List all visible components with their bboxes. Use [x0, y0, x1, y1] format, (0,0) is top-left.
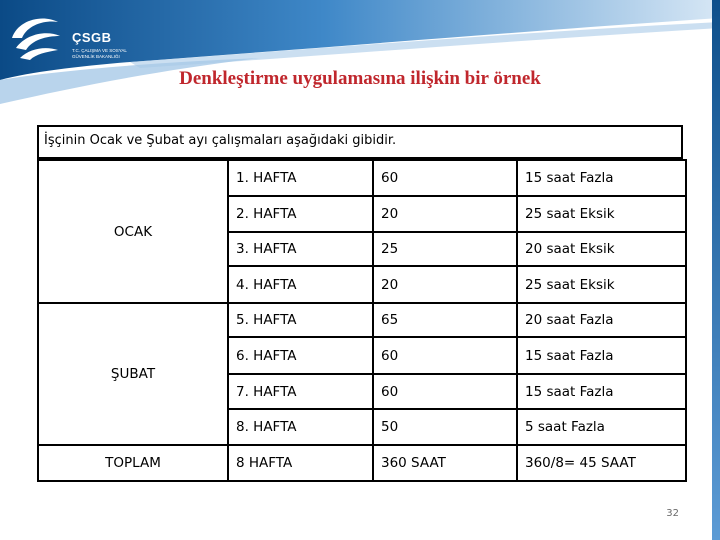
week-cell: 3. HAFTA [228, 232, 373, 266]
hours-cell: 20 [373, 266, 517, 303]
hours-cell: 65 [373, 303, 517, 337]
page-number: 32 [666, 508, 679, 519]
slide-title: Denkleştirme uygulamasına ilişkin bir örnek [179, 68, 541, 89]
csgb-emblem-icon [6, 8, 64, 64]
hours-cell: 60 [373, 160, 517, 196]
diff-cell: 20 saat Fazla [517, 303, 686, 337]
diff-cell: 5 saat Fazla [517, 409, 686, 445]
week-cell: 5. HAFTA [228, 303, 373, 337]
week-cell: 2. HAFTA [228, 196, 373, 232]
hours-cell: 50 [373, 409, 517, 445]
diff-cell: 25 saat Eksik [517, 266, 686, 303]
week-cell: 7. HAFTA [228, 374, 373, 409]
total-hours-cell: 360 SAAT [373, 445, 517, 481]
week-cell: 6. HAFTA [228, 337, 373, 374]
total-week-cell: 8 HAFTA [228, 445, 373, 481]
diff-cell: 15 saat Fazla [517, 160, 686, 196]
week-cell: 8. HAFTA [228, 409, 373, 445]
hours-cell: 60 [373, 337, 517, 374]
week-cell: 4. HAFTA [228, 266, 373, 303]
intro-text: İşçinin Ocak ve Şubat ayı çalışmaları aşağıdaki gibidir. [37, 125, 683, 159]
hours-cell: 60 [373, 374, 517, 409]
hours-cell: 25 [373, 232, 517, 266]
table-row [38, 303, 686, 337]
diff-cell: 15 saat Fazla [517, 337, 686, 374]
logo-subtitle: T.C. ÇALIŞMA VE SOSYAL GÜVENLİK BAKANLIĞI [72, 48, 127, 59]
diff-cell: 20 saat Eksik [517, 232, 686, 266]
week-cell: 1. HAFTA [228, 160, 373, 196]
diff-cell: 25 saat Eksik [517, 196, 686, 232]
total-diff-cell: 360/8= 45 SAAT [517, 445, 686, 481]
logo-name: ÇSGB [72, 30, 112, 45]
month-cell-subat: ŞUBAT [38, 303, 228, 445]
month-cell-ocak: OCAK [38, 160, 228, 303]
total-row [38, 445, 686, 481]
csgb-logo [6, 8, 126, 64]
overtime-table [37, 159, 687, 482]
hours-cell: 20 [373, 196, 517, 232]
diff-cell: 15 saat Fazla [517, 374, 686, 409]
month-cell-total: TOPLAM [38, 445, 228, 481]
table-row [38, 160, 686, 196]
